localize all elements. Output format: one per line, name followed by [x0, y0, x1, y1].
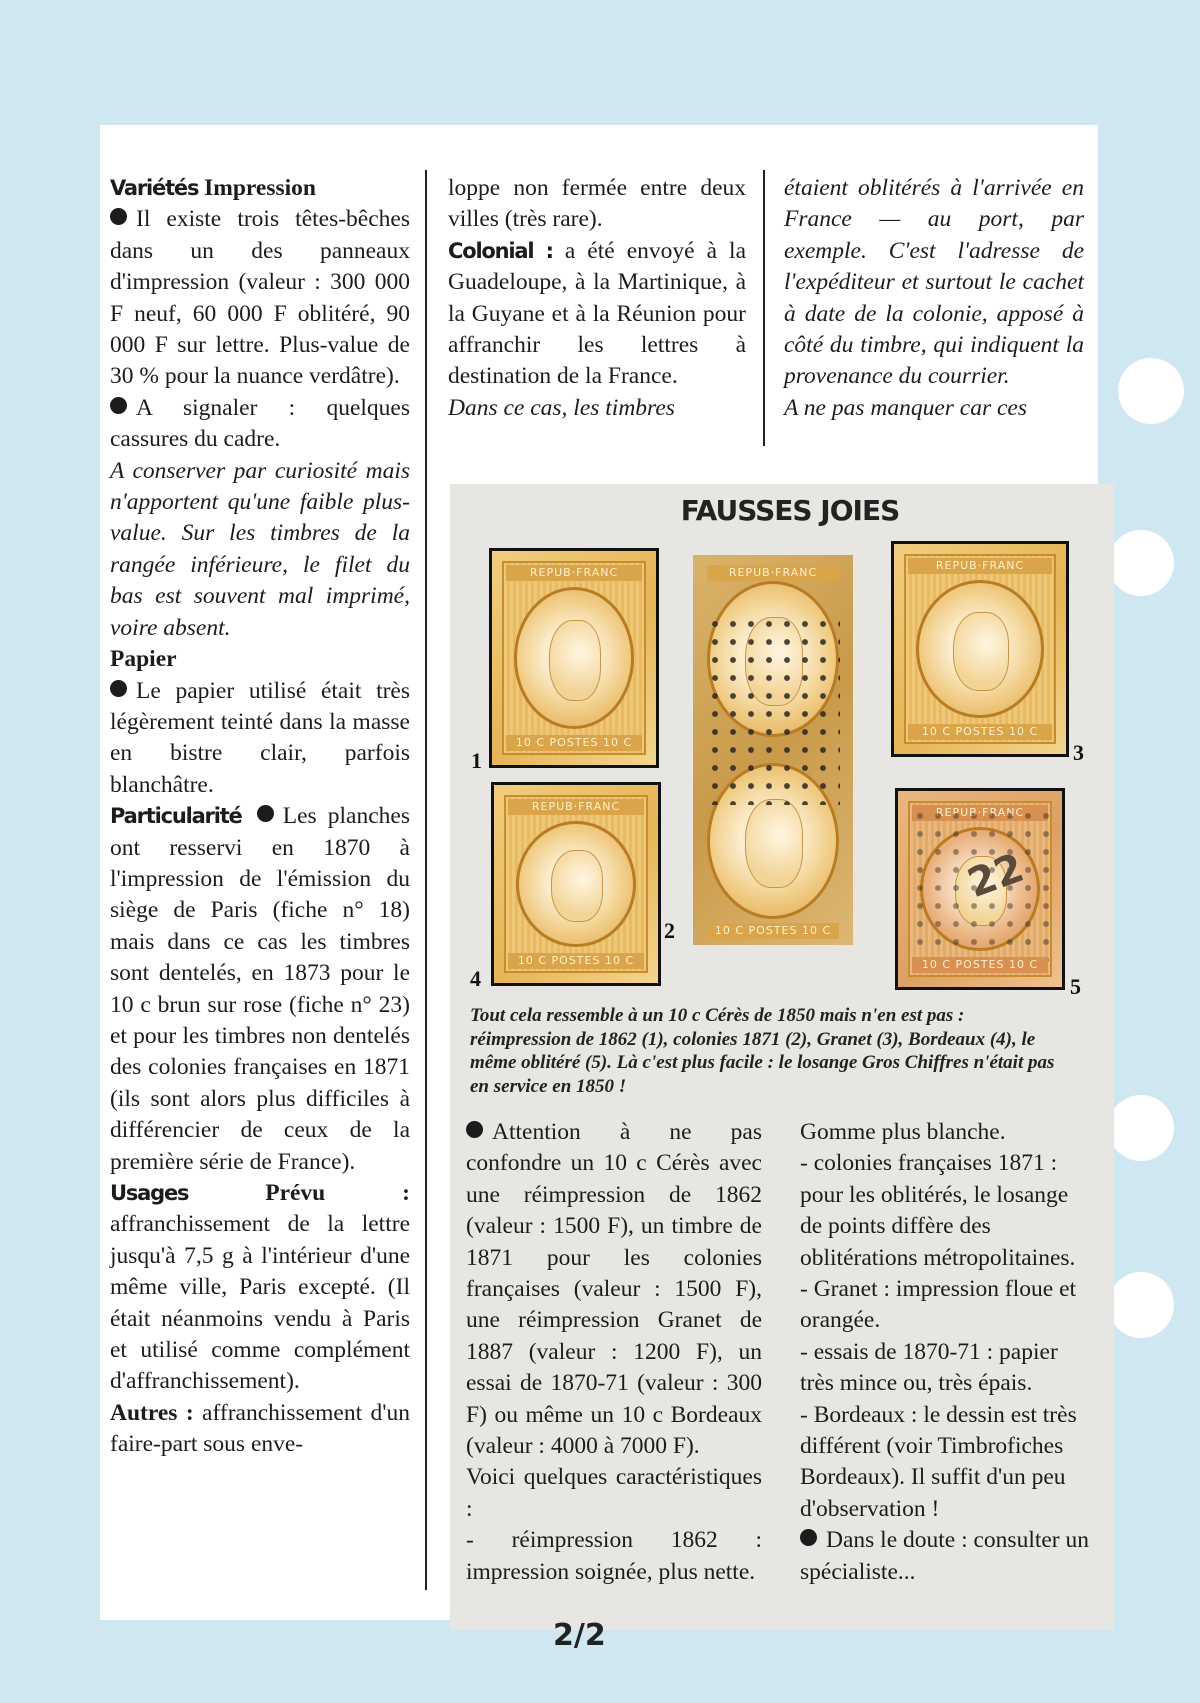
- stamp-bottom-label: 10 C POSTES 10 C: [508, 953, 644, 969]
- binder-hole: [1118, 358, 1184, 424]
- column-5: [800, 1117, 1096, 1588]
- binder-hole: [1108, 530, 1174, 596]
- paragraph: loppe non fermée entre deux villes (très rare).: [448, 175, 746, 233]
- stamp-2-image: [693, 555, 853, 945]
- stamp-bottom-label: 10 C POSTES 10 C: [908, 724, 1052, 740]
- head-icon: [549, 620, 601, 701]
- stamp-top-label: REPUB·FRANC: [912, 805, 1048, 821]
- label-autres: Autres :: [110, 1399, 194, 1426]
- label-prevu: Prévu :: [265, 1180, 410, 1206]
- paragraph: A ne pas manquer car ces: [784, 394, 1028, 421]
- stamp-number-5: 5: [1070, 974, 1081, 999]
- heading-varietes: Variétés: [110, 176, 199, 200]
- stamp-1-image: [489, 548, 659, 768]
- bullet-icon: [110, 208, 127, 225]
- paragraph: - Granet : impression floue et orangée.: [800, 1276, 1077, 1334]
- paragraph: Voici quelques caractéristiques :: [466, 1464, 762, 1522]
- label-colonial: Colonial :: [448, 238, 553, 263]
- paragraph: - Bordeaux : le dessin est très différent (voir Timbrofiches Bordeaux). Il suffit d'un peu d'observation !: [800, 1401, 1077, 1522]
- stamp-number-4: 4: [470, 966, 481, 991]
- paragraph: étaient oblitérés à l'arrivée en France — au port, par exemple. C'est l'adresse de l'expéditeur et surtout le cachet à date de la colonie, apposé à côté du timbre, qui indiquent la provenance du courrier.: [784, 175, 1084, 390]
- paragraph: A signaler : quelques cassures du cadre.: [110, 394, 410, 453]
- column-2: [448, 173, 746, 424]
- cancel-number: 22: [961, 844, 1030, 908]
- stamp-bottom-label: 10 C POSTES 10 C: [506, 735, 642, 751]
- stamp-number-2: 2: [664, 918, 675, 943]
- heading-usages: Usages: [110, 1181, 189, 1205]
- bullet-icon: [466, 1121, 483, 1138]
- paragraph: Dans le doute : consulter un spécialiste...: [800, 1527, 1090, 1585]
- heading-papier: Papier: [110, 646, 177, 673]
- paragraph: - réimpression 1862 : impression soignée, plus nette.: [466, 1527, 762, 1585]
- paragraph-italic: A conserver par curiosité mais n'apportent qu'une faible plus-value. Sur les timbres de la rangée inférieure, le filet du bas est souvent mal imprimé, voire absent.: [110, 457, 410, 641]
- ceres-head-icon: [916, 580, 1044, 718]
- stamp-4-image: [491, 782, 661, 986]
- box-title: FAUSSES JOIES: [680, 494, 900, 527]
- stamp-3-image: [891, 541, 1069, 757]
- stamp-number-1: 1: [471, 748, 482, 773]
- paragraph: affranchissement de la lettre jusqu'à 7,5 g à l'intérieur d'une même ville, Paris excepté. (Il était néanmoins vendu à Paris et utilisé comme complément d'affranchissement).: [110, 1211, 410, 1395]
- head-icon: [745, 799, 802, 888]
- stamp-top-label: REPUB·FRANC: [508, 799, 644, 815]
- column-3: [784, 173, 1084, 424]
- paragraph: Les planches ont resservi en 1870 à l'impression de l'émission du siège de Paris (fiche n° 18) mais dans ce cas les timbres sont dentelés, en 1873 pour le 10 c brun sur rose (fiche n° 23) et pour les timbres non dentelés des colonies françaises en 1871 (ils sont alors plus difficiles à différencier de ceux de la première série de France).: [110, 803, 410, 1175]
- paragraph: Attention à ne pas confondre un 10 c Cérès avec une réimpression de 1862 (valeur : 1500 F), un timbre de 1871 pour les colonies françaises (valeur : 1500 F), une réimpression Granet de 1887 (valeur : 1200 F), un essai de 1870-71 (valeur : 300 F) ou même un 10 c Bordeaux (valeur : 4000 à 7000 F).: [466, 1119, 762, 1460]
- head-icon: [551, 850, 603, 922]
- figure-caption: Tout cela ressemble à un 10 c Cérès de 1850 mais n'en est pas : réimpression de 1862 (1), colonies 1871 (2), Granet (3), Bordeaux (4), le même oblitéré (5). Là c'est plus facile : le losange Gros Chiffres n'était pas en service en 1850 !: [470, 1005, 1055, 1097]
- bullet-icon: [800, 1529, 817, 1546]
- bullet-icon: [110, 397, 127, 414]
- ceres-head-icon: [516, 821, 636, 947]
- page-number: 2/2: [553, 1618, 606, 1653]
- binder-hole: [1108, 1272, 1174, 1338]
- stamp-top-label: REPUB·FRANC: [506, 565, 642, 581]
- paragraph: - colonies françaises 1871 : pour les oblitérés, le losange de points diffère des oblitérations métropolitaines.: [800, 1150, 1076, 1271]
- stamp-number-3: 3: [1073, 740, 1084, 765]
- paragraph: affranchissement d'un faire-part sous enve-: [110, 1399, 410, 1458]
- paragraph-italic: Dans ce cas, les timbres: [448, 394, 675, 421]
- stamp-bottom-label: 10 C POSTES 10 C: [707, 923, 839, 939]
- stamp-top-label: REPUB·FRANC: [908, 558, 1052, 574]
- paragraph: Il existe trois têtes-bêches dans un des panneaux d'impression (valeur : 300 000 F neuf, 60 000 F oblitéré, 90 000 F sur lettre. Plus-value de 30 % pour la nuance verdâtre).: [110, 206, 410, 390]
- stamp-5-image: [895, 788, 1065, 990]
- column-divider: [763, 170, 765, 446]
- column-1: [110, 173, 410, 1461]
- binder-hole: [1108, 1095, 1174, 1161]
- head-icon: [953, 612, 1009, 691]
- paragraph: Gomme plus blanche.: [800, 1119, 1006, 1145]
- column-4: [466, 1117, 762, 1588]
- heading-impression: Impression: [204, 175, 317, 201]
- bullet-icon: [257, 805, 274, 822]
- paragraph: Le papier utilisé était très légèrement teinté dans la masse en bistre clair, parfois blanchâtre.: [110, 677, 410, 798]
- heading-particularite: Particularité: [110, 804, 242, 829]
- bullet-icon: [110, 680, 127, 697]
- stamp-top-label: REPUB·FRANC: [707, 565, 839, 581]
- losange-cancel-icon: [706, 615, 840, 805]
- ceres-head-icon: [514, 587, 634, 729]
- stamp-bottom-label: 10 C POSTES 10 C: [912, 957, 1048, 973]
- column-divider: [425, 170, 427, 1590]
- paragraph: - essais de 1870-71 : papier très mince ou, très épais.: [800, 1338, 1058, 1397]
- paragraph: a été envoyé à la Guadeloupe, à la Martinique, à la Guyane et à la Réunion pour affranchir les lettres à destination de la France.: [448, 237, 746, 390]
